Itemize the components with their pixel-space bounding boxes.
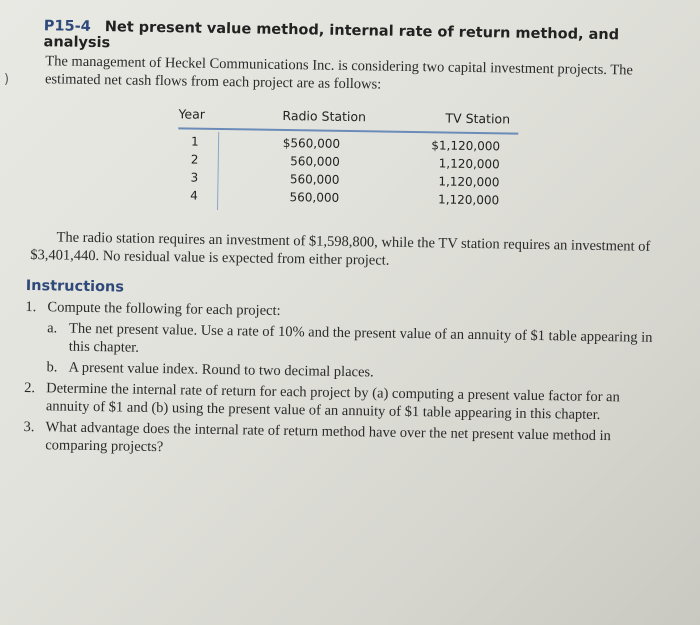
instruction-item xyxy=(23,418,673,464)
header-radio-station: Radio Station xyxy=(282,107,367,125)
item-text: Determine the internal rate of return for each project by (a) computing a present value factor for an annuity of $1 and (b) using the present value of an annuity of $1 table appearing in this chapter. xyxy=(45,380,620,424)
sub-item xyxy=(47,319,675,365)
instruction-item xyxy=(24,298,675,386)
header-rule xyxy=(178,127,518,134)
problem-content xyxy=(23,18,680,467)
sub-item-letter: b. xyxy=(46,359,58,376)
item-text: Compute the following for each project: xyxy=(47,299,281,319)
cell-radio: 560,000 xyxy=(289,190,340,205)
header-year: Year xyxy=(178,106,206,122)
cell-year: 3 xyxy=(190,170,199,185)
cell-tv: 1,120,000 xyxy=(438,174,500,190)
cell-radio: 560,000 xyxy=(290,154,340,169)
item-text: What advantage does the internal rate of return method have over the net present value method in comparing projects? xyxy=(45,419,611,456)
item-number: 2. xyxy=(24,379,36,397)
instructions-heading: Instructions xyxy=(25,277,125,296)
cash-flow-table xyxy=(177,106,519,231)
investment-note: The radio station requires an investment of $1,598,800, while the TV station requires an investment of $3,401,440. No residual value is expected from either project. xyxy=(30,229,651,269)
instruction-item xyxy=(24,379,674,425)
cell-radio: $560,000 xyxy=(282,135,341,151)
item-number: 3. xyxy=(23,418,35,436)
item-number: 1. xyxy=(25,298,37,316)
problem-id: P15-4 xyxy=(43,18,91,35)
sub-item-text: The net present value. Use a rate of 10% and the present value of an annuity of $1 table appearing in this chapter. xyxy=(68,320,653,356)
sub-item-letter: a. xyxy=(47,320,58,337)
problem-intro: The management of Heckel Communications Inc. is considering two capital investment projects. The estimated net cash flows from each project are as follows: xyxy=(44,53,634,93)
cell-tv: 1,120,000 xyxy=(438,156,500,172)
problem-title: Net present value method, internal rate of return method, and analysis xyxy=(43,19,620,52)
cell-year: 1 xyxy=(190,134,199,149)
cell-tv: 1,120,000 xyxy=(438,192,500,208)
table-rows xyxy=(177,134,518,211)
cell-year: 2 xyxy=(190,152,199,167)
cell-year: 4 xyxy=(190,188,198,203)
cell-radio: 560,000 xyxy=(289,172,340,187)
header-tv-station: TV Station xyxy=(445,110,511,127)
margin-mark: ) xyxy=(4,72,10,87)
sub-item-text: A present value index. Round to two decimal places. xyxy=(68,359,374,381)
cell-tv: $1,120,000 xyxy=(431,138,501,154)
instructions-list xyxy=(23,298,675,464)
